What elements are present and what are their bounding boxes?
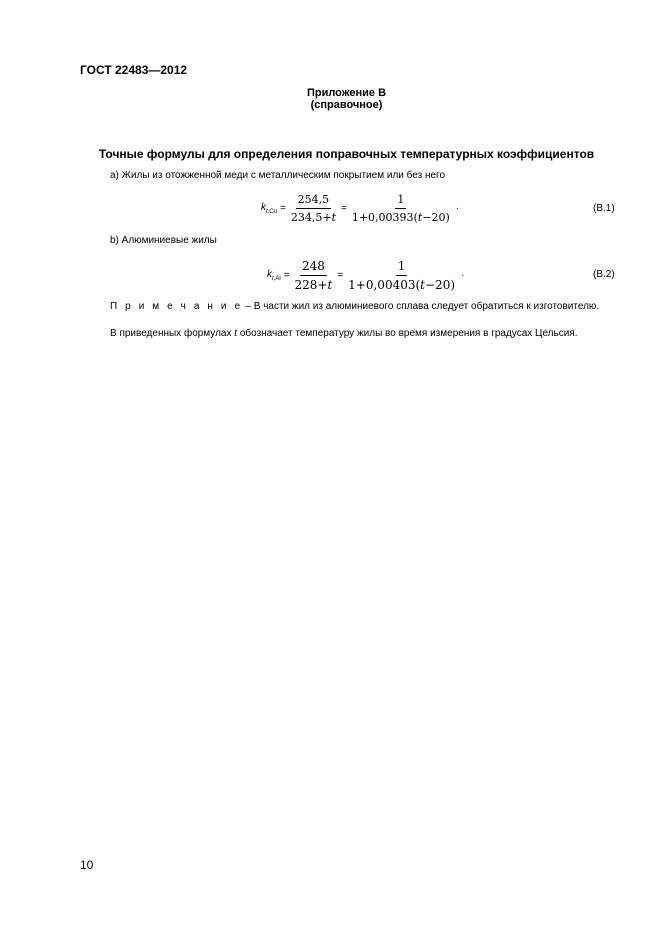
annex-title: Приложение B (306, 87, 387, 99)
formula-b1-number: (B.1) (593, 203, 615, 214)
formula-b2-numerator-1: 248 (300, 259, 327, 276)
formula-b1-numerator-2: 1 (395, 193, 406, 209)
formula-b1-denominator-2: 1+0,00393(t−20) (351, 210, 450, 224)
standard-number: ГОСТ 22483—2012 (80, 63, 188, 77)
formula-b1-numerator-1: 254,5 (296, 193, 332, 209)
formula-b2-numerator-2: 1 (396, 259, 408, 276)
formula-b2-symbol: $k_{t,Al}$ (267, 268, 281, 282)
final-text-2: обозначает температуру жилы во время измерения в градусах Цельсия. (237, 328, 578, 339)
final-paragraph (110, 328, 578, 340)
formula-b2-denominator-2: 1+0,00403(t−20) (348, 277, 456, 292)
formula-b1-symbol: $k_{t,Cu}$ (261, 201, 278, 215)
annex-subtitle: (справочное) (310, 99, 383, 111)
item-b-text: b) Алюминиевые жилы (110, 235, 217, 246)
formula-b2-tail: · (461, 269, 465, 281)
note-paragraph (110, 301, 599, 313)
formula-b2-fraction-1 (293, 259, 335, 292)
formula-b1-denominator-1: 234,5+t (290, 210, 336, 224)
formula-b2 (267, 255, 464, 295)
formula-b2-number: (B.2) (593, 269, 615, 280)
final-text-1: В приведенных формулах (110, 328, 235, 339)
note-label: П р и м е ч а н и е (110, 301, 243, 312)
formula-b2-equals-1: = (283, 269, 290, 281)
section-heading: Точные формулы для определения поправочных температурных коэффициентов (98, 147, 595, 161)
item-a-text: a) Жилы из отожженной меди с металлическим покрытием или без него (110, 170, 446, 181)
formula-b1-tail: · (455, 202, 460, 214)
page-number: 10 (80, 858, 94, 872)
formula-b1-fraction-1 (289, 193, 338, 224)
formula-b2-equals-2: = (337, 269, 344, 281)
formula-b1 (261, 190, 459, 226)
formula-b2-fraction-2 (346, 259, 457, 292)
formula-b2-denominator-1: 228+t (294, 277, 333, 292)
formula-b1-equals-2: = (341, 202, 347, 214)
formula-b1-fraction-2 (350, 193, 452, 224)
note-text: – В части жил из алюминиевого сплава следует обратиться к изготовителю. (242, 301, 600, 312)
formula-b1-equals-1: = (280, 202, 286, 214)
final-variable: t (234, 328, 238, 339)
